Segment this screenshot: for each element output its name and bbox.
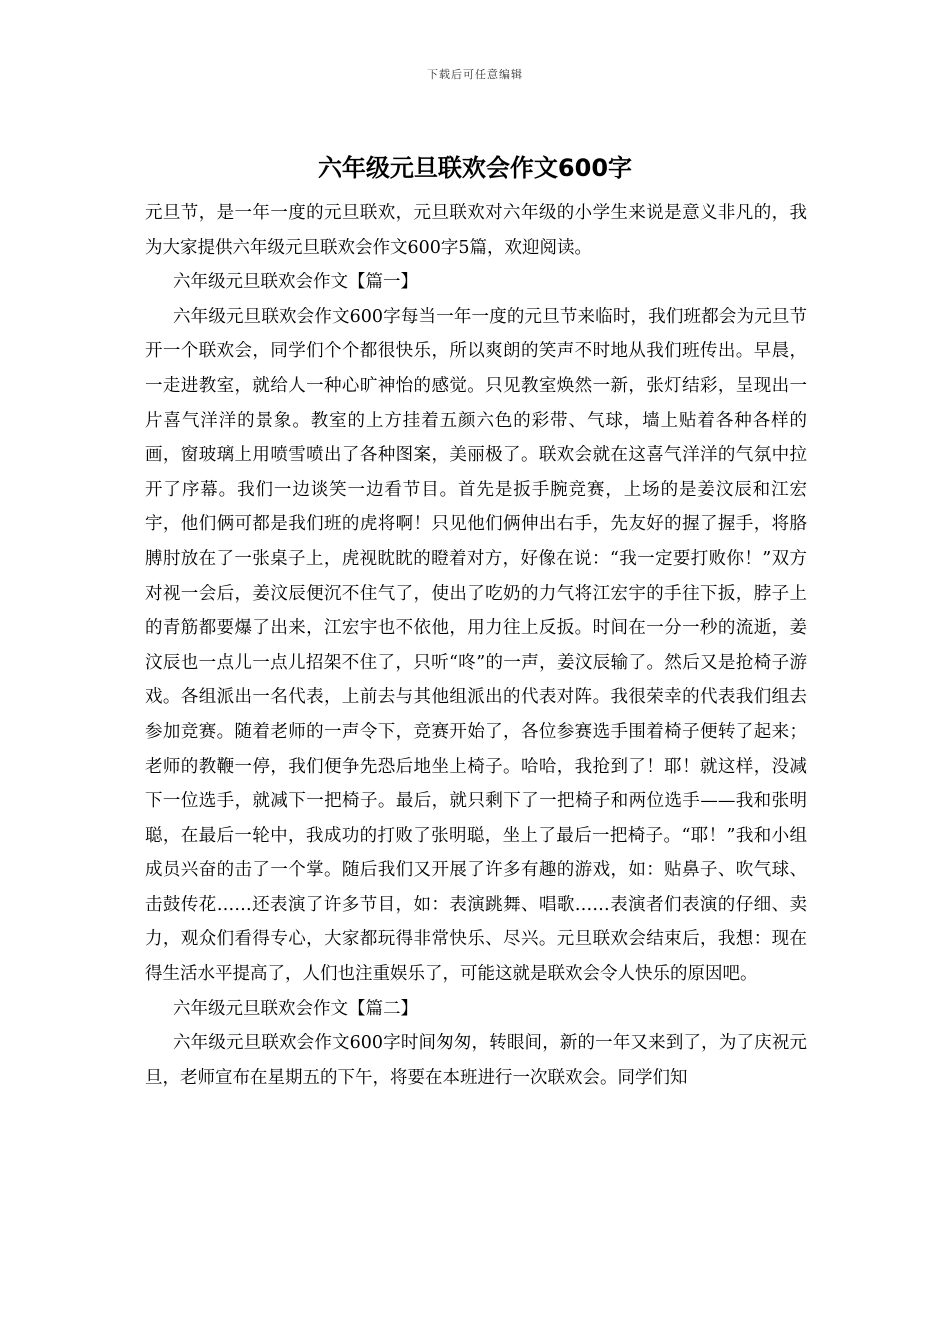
document-body [145,196,807,1095]
document-title: 六年级元旦联欢会作文600字 [317,154,633,182]
header-note: 下载后可任意编辑 [427,68,523,81]
section-paragraph-1: 六年级元旦联欢会作文600字每当一年一度的元旦节来临时，我们班都会为元旦节开一个联欢会，同学们个个都很快乐，所以爽朗的笑声不时地从我们班传出。早晨，一走进教室，就给人一种心旷神怡的感觉。只见教室焕然一新，张灯结彩，呈现出一片喜气洋洋的景象。教室的上方挂着五颜六色的彩带、气球，墙上贴着各种各样的画，窗玻璃上用喷雪喷出了各种图案，美丽极了。联欢会就在这喜气洋洋的气氛中拉开了序幕。我们一边谈笑一边看节目。首先是扳手腕竞赛，上场的是姜汶辰和江宏宇，他们俩可都是我们班的虎将啊！只见他们俩伸出右手，先友好的握了握手，将胳膊肘放在了一张桌子上，虎视眈眈的瞪着对方，好像在说：“我一定要打败你！”双方对视一会后，姜汶辰便沉不住气了，使出了吃奶的力气将江宏宇的手往下扳，脖子上的青筋都要爆了出来，江宏宇也不依他，用力往上反扳。时间在一分一秒的流逝，姜汶辰也一点儿一点儿招架不住了，只听“咚”的一声，姜汶辰输了。然后又是抢椅子游戏。各组派出一名代表，上前去与其他组派出的代表对阵。我很荣幸的代表我们组去参加竞赛。随着老师的一声令下，竞赛开始了，各位参赛选手围着椅子便转了起来；老师的教鞭一停，我们便争先恐后地坐上椅子。哈哈，我抢到了！耶！就这样，没减下一位选手，就减下一把椅子。最后，就只剩下了一把椅子和两位选手——我和张明聪，在最后一轮中，我成功的打败了张明聪，坐上了最后一把椅子。“耶！”我和小组成员兴奋的击了一个掌。随后我们又开展了许多有趣的游戏，如：贴鼻子、吹气球、击鼓传花……还表演了许多节目，如：表演跳舞、唱歌……表演者们表演的仔细、卖力，观众们看得专心，大家都玩得非常快乐、尽兴。元旦联欢会结束后，我想：现在得生活水平提高了，人们也注重娱乐了，可能这就是联欢会令人快乐的原因吧。 [145,306,807,985]
section-heading-1: 六年级元旦联欢会作文【篇一】 [173,272,418,293]
section-heading-2: 六年级元旦联欢会作文【篇二】 [173,998,418,1019]
intro-paragraph: 元旦节，是一年一度的元旦联欢，元旦联欢对六年级的小学生来说是意义非凡的，我为大家提供六年级元旦联欢会作文600字5篇，欢迎阅读。 [145,203,807,258]
section-paragraph-2: 六年级元旦联欢会作文600字时间匆匆，转眼间，新的一年又来到了，为了庆祝元旦，老师宣布在星期五的下午，将要在本班进行一次联欢会。同学们知 [145,1033,807,1088]
